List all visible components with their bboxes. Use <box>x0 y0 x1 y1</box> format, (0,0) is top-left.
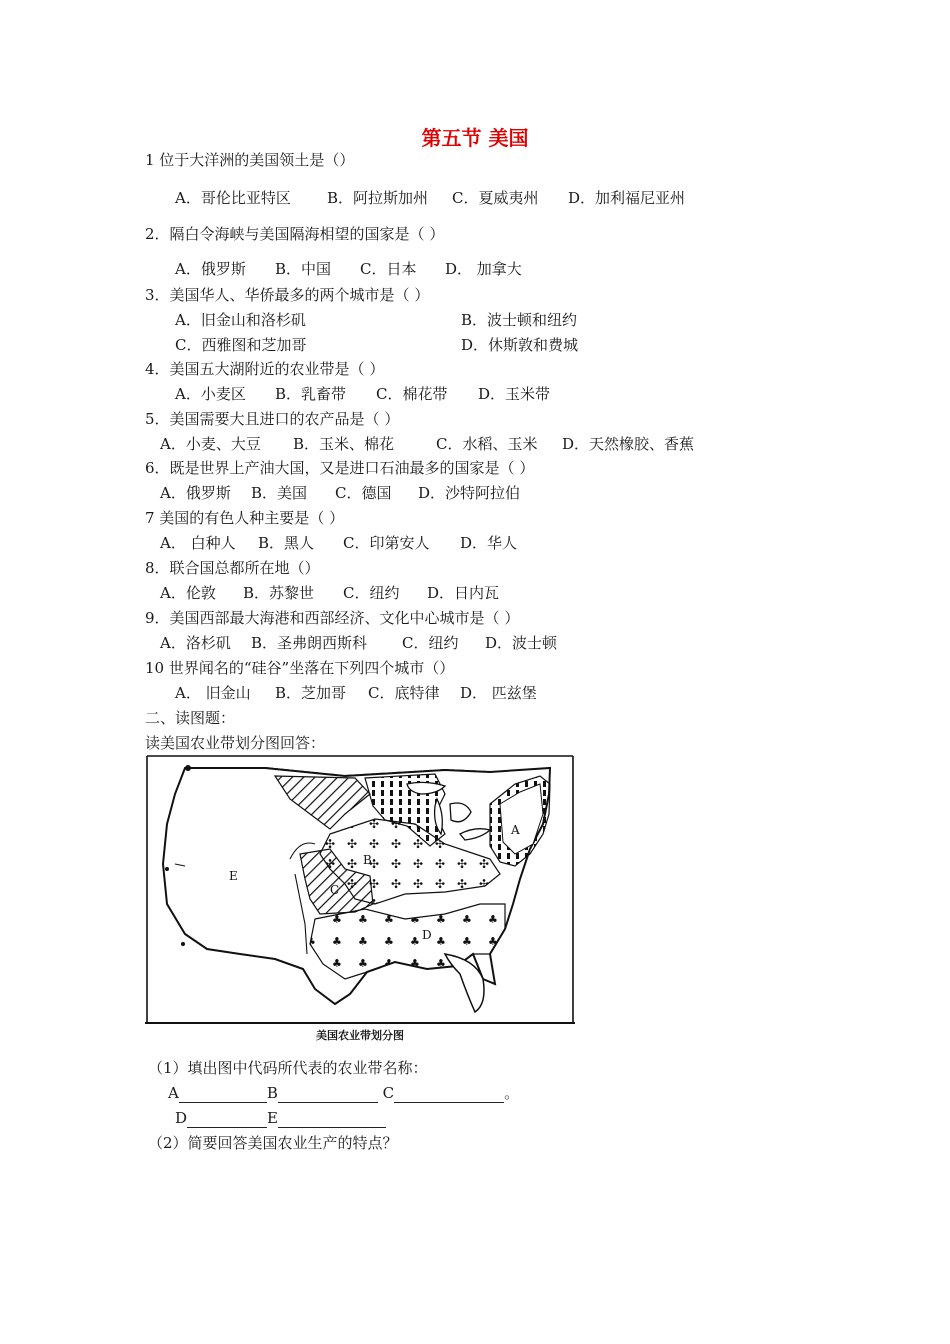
map-label-a: A <box>511 823 520 837</box>
question-stem-4: 4．美国五大湖附近的农业带是（ ） <box>145 360 385 378</box>
q3-option-b: B．波士顿和纽约 <box>461 311 578 329</box>
agriculture-belt-map <box>145 754 575 1026</box>
q2-option-c: C．日本 <box>360 260 417 278</box>
question-stem-7: 7 美国的有色人种主要是（ ） <box>145 509 345 527</box>
q10-option-a: A． 旧金山 <box>175 684 251 702</box>
q2-option-a: A．俄罗斯 <box>175 260 246 278</box>
map-label-e: E <box>229 869 238 883</box>
blank-label-a: A <box>168 1084 179 1102</box>
q8-option-d: D．日内瓦 <box>427 584 500 602</box>
map-caption: 美国农业带划分图 <box>316 1029 404 1042</box>
q6-option-c: C．德国 <box>335 484 392 502</box>
blank-a[interactable] <box>179 1086 267 1103</box>
q3-option-c: C．西雅图和芝加哥 <box>175 336 307 354</box>
sub-question-1: （1）填出图中代码所代表的农业带名称： <box>148 1059 428 1077</box>
q8-option-b: B．苏黎世 <box>243 584 315 602</box>
q2-option-b: B．中国 <box>275 260 332 278</box>
blank-end-mark: 。 <box>504 1084 520 1102</box>
q6-option-b: B．美国 <box>251 484 308 502</box>
q5-option-d: D．天然橡胶、香蕉 <box>562 435 695 453</box>
q4-option-b: B．乳畜带 <box>275 385 347 403</box>
blank-label-e: E <box>267 1109 278 1127</box>
question-stem-5: 5．美国需要大且进口的农产品是（ ） <box>145 410 400 428</box>
question-stem-3: 3．美国华人、华侨最多的两个城市是（ ） <box>145 286 430 304</box>
question-stem-9: 9．美国西部最大海港和西部经济、文化中心城市是（ ） <box>145 609 520 627</box>
q1-option-a: A．哥伦比亚特区 <box>175 189 291 207</box>
blank-e[interactable] <box>278 1111 386 1128</box>
question-stem-1: 1 位于大洋洲的美国领土是（） <box>145 151 355 169</box>
q10-option-c: C．底特律 <box>368 684 440 702</box>
blank-label-c: C <box>382 1084 395 1102</box>
q9-option-c: C．纽约 <box>402 634 459 652</box>
q5-option-c: C．水稻、玉米 <box>436 435 538 453</box>
blank-label-d: D <box>175 1109 188 1127</box>
map-label-d: D <box>422 928 432 942</box>
q10-option-b: B．芝加哥 <box>275 684 347 702</box>
q9-option-b: B．圣弗朗西斯科 <box>251 634 368 652</box>
q5-option-a: A．小麦、大豆 <box>160 435 261 453</box>
q7-option-c: C．印第安人 <box>343 534 430 552</box>
question-stem-6: 6．既是世界上产油大国，又是进口石油最多的国家是（ ） <box>145 459 535 477</box>
q7-option-b: B．黑人 <box>258 534 315 552</box>
blank-d[interactable] <box>187 1111 267 1128</box>
q9-option-a: A．洛杉矶 <box>160 634 231 652</box>
q4-option-c: C．棉花带 <box>376 385 448 403</box>
q8-option-c: C．纽约 <box>343 584 400 602</box>
q1-option-d: D．加利福尼亚州 <box>568 189 686 207</box>
answer-row-1 <box>168 1083 519 1103</box>
q2-option-d: D． 加拿大 <box>445 260 522 278</box>
q4-option-a: A．小麦区 <box>175 385 246 403</box>
blank-b[interactable] <box>278 1086 378 1103</box>
q7-option-d: D．华人 <box>460 534 518 552</box>
blank-c[interactable] <box>394 1086 504 1103</box>
q10-option-d: D． 匹兹堡 <box>460 684 537 702</box>
q6-option-a: A．俄罗斯 <box>160 484 231 502</box>
q5-option-b: B．玉米、棉花 <box>293 435 395 453</box>
q6-option-d: D．沙特阿拉伯 <box>418 484 521 502</box>
q1-option-b: B．阿拉斯加州 <box>327 189 429 207</box>
section-heading: 二、读图题： <box>145 709 236 727</box>
blank-label-b: B <box>266 1084 278 1102</box>
answer-row-2 <box>175 1108 386 1128</box>
q3-option-d: D．休斯敦和费城 <box>461 336 579 354</box>
question-stem-2: 2．隔白令海峡与美国隔海相望的国家是（ ） <box>145 225 445 243</box>
q3-option-a: A．旧金山和洛杉矶 <box>175 311 306 329</box>
map-intro: 读美国农业带划分图回答： <box>145 734 326 752</box>
sub-question-2: （2）简要回答美国农业生产的特点？ <box>148 1134 398 1152</box>
page-title: 第五节 美国 <box>421 126 529 150</box>
map-label-c: C <box>330 883 340 897</box>
map-label-b: B <box>363 853 372 867</box>
q1-option-c: C．夏威夷州 <box>452 189 539 207</box>
q7-option-a: A． 白种人 <box>160 534 236 552</box>
q9-option-d: D．波士顿 <box>485 634 558 652</box>
q8-option-a: A．伦敦 <box>160 584 216 602</box>
question-stem-10: 10 世界闻名的“硅谷”坐落在下列四个城市（） <box>145 659 455 677</box>
q4-option-d: D．玉米带 <box>478 385 551 403</box>
question-stem-8: 8．联合国总都所在地（） <box>145 559 320 577</box>
